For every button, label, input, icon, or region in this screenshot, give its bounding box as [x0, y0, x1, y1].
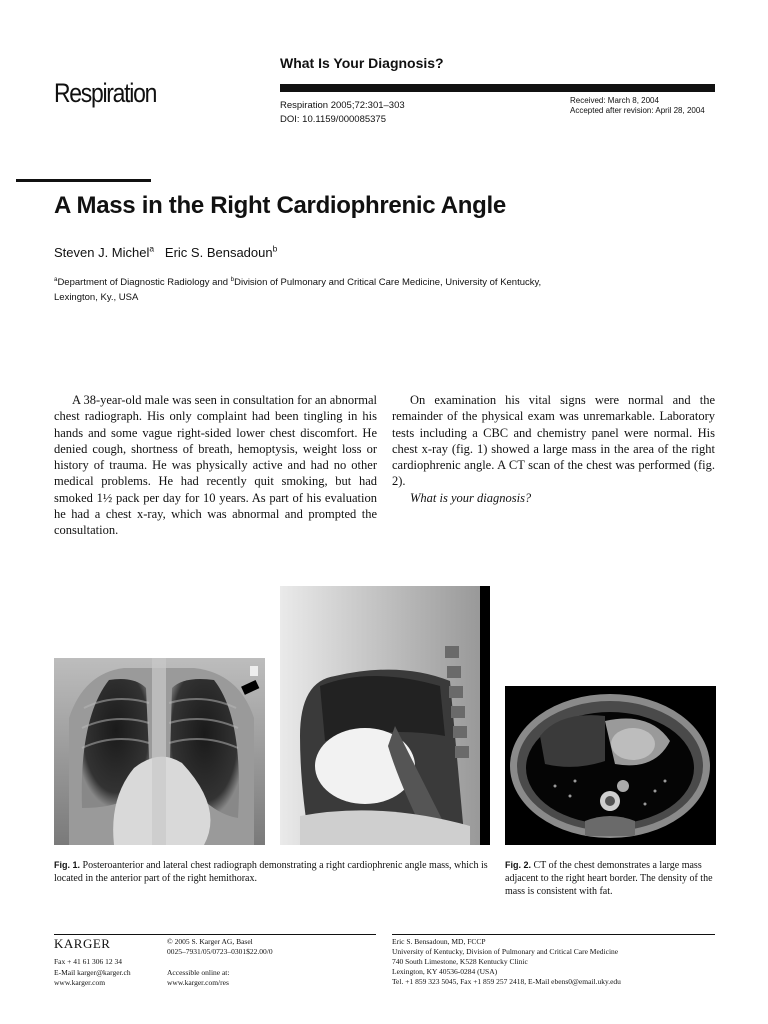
article-title: A Mass in the Right Cardiophrenic Angle [54, 192, 506, 219]
figure-2-caption [505, 859, 717, 898]
figure-2-label: Fig. 2. [505, 860, 532, 870]
copyright: © 2005 S. Karger AG, Basel [167, 937, 253, 946]
online-access [167, 968, 229, 988]
footer-rule-left [54, 934, 376, 935]
author-list [54, 245, 277, 260]
ct-axial-image [505, 686, 716, 845]
lateral-chest-radiograph [280, 586, 490, 845]
address-line: University of Kentucky, Division of Pulmonary and Critical Care Medicine [392, 947, 619, 956]
received-date: Received: March 8, 2004 [570, 96, 659, 105]
address-line: Lexington, KY 40536-0284 (USA) [392, 967, 498, 976]
figure-1-label: Fig. 1. [54, 860, 81, 870]
publisher-fax: Fax + 41 61 306 12 34 [54, 957, 122, 966]
affiliation-text: Division of Pulmonary and Critical Care Medicine, University of Kentucky, Lexington, Ky., USA [54, 277, 542, 303]
affiliation [54, 275, 574, 305]
publisher-email[interactable]: E-Mail karger@karger.ch [54, 967, 131, 977]
header-rule [280, 84, 715, 92]
publisher-logo: KARGER [54, 936, 111, 951]
figure-2-caption-text: CT of the chest demonstrates a large mass adjacent to the right heart border. The density of the mass is consistent with fat. [505, 860, 713, 897]
corresponding-author: Eric S. Bensadoun, MD, FCCP [392, 937, 486, 946]
body-column-right [392, 392, 715, 506]
publisher-website[interactable]: www.karger.com [54, 978, 106, 987]
lateral-radiograph-image [280, 586, 490, 845]
affiliation-mark: b [230, 275, 235, 283]
ct-scan-image [505, 686, 716, 845]
copyright-block [167, 937, 273, 957]
address-line: 740 South Limestone, K528 Kentucky Clinic [392, 957, 528, 966]
online-url[interactable]: www.karger.com/res [167, 978, 229, 987]
author-name: Eric S. Bensadoun [164, 245, 273, 260]
pa-chest-radiograph [54, 658, 265, 845]
publisher-contact [54, 957, 131, 989]
pa-radiograph-image [54, 658, 265, 845]
doi-link[interactable]: DOI: 10.1159/000085375 [280, 114, 386, 125]
issn: 0025–7931/05/0723–0301$22.00/0 [167, 947, 273, 956]
received-dates [570, 96, 705, 116]
citation: Respiration 2005;72:301–303 [280, 100, 405, 111]
author-affiliation-mark: b [272, 243, 278, 254]
accepted-date: Accepted after revision: April 28, 2004 [570, 106, 705, 115]
affiliation-mark: a [54, 275, 58, 283]
footer-rule-right [392, 934, 715, 935]
affiliation-text: Department of Diagnostic Radiology and [57, 277, 231, 288]
case-paragraph: A 38-year-old male was seen in consultation for an abnormal chest radiograph. His only complaint had been tingling in his hands and some vague right-sided lower chest discomfort. He denied cough, shortness of breath, hemoptysis, weight loss or history of trauma. He was physically active and had no other medical problems. He had recently quit smoking, but had smoked 1½ pack per day for 10 years. As part of his evaluation he had a chest x-ray, which was abnormal and prompted the consultation. [54, 393, 377, 538]
title-rule [16, 179, 151, 182]
author-affiliation-mark: a [149, 243, 155, 254]
body-column-left [54, 392, 377, 539]
online-label: Accessible online at: [167, 968, 230, 977]
contact-line: Tel. +1 859 323 5045, Fax +1 859 257 2418, E-Mail ebens0@email.uky.edu [392, 977, 621, 986]
figure-1-caption-text: Posteroanterior and lateral chest radiograph demonstrating a right cardiophrenic angle mass, which is located in the anterior part of the right hemithorax. [54, 860, 488, 884]
section-title: What Is Your Diagnosis? [280, 55, 444, 71]
figure-1-caption [54, 859, 490, 885]
correspondence-address [392, 937, 621, 987]
journal-logo: Respiration [54, 78, 157, 108]
exam-paragraph: On examination his vital signs were normal and the remainder of the physical exam was unremarkable. Laboratory tests including a CBC and chemistry panel were normal. His chest x-ray (fig. 1) showed a large mass in the area of the right cardiophrenic angle. A CT scan of the chest was performed (fig. 2). [392, 393, 715, 489]
diagnosis-question: What is your diagnosis? [410, 490, 532, 505]
citation-block [280, 99, 405, 127]
author-name: Steven J. Michel [54, 245, 150, 260]
